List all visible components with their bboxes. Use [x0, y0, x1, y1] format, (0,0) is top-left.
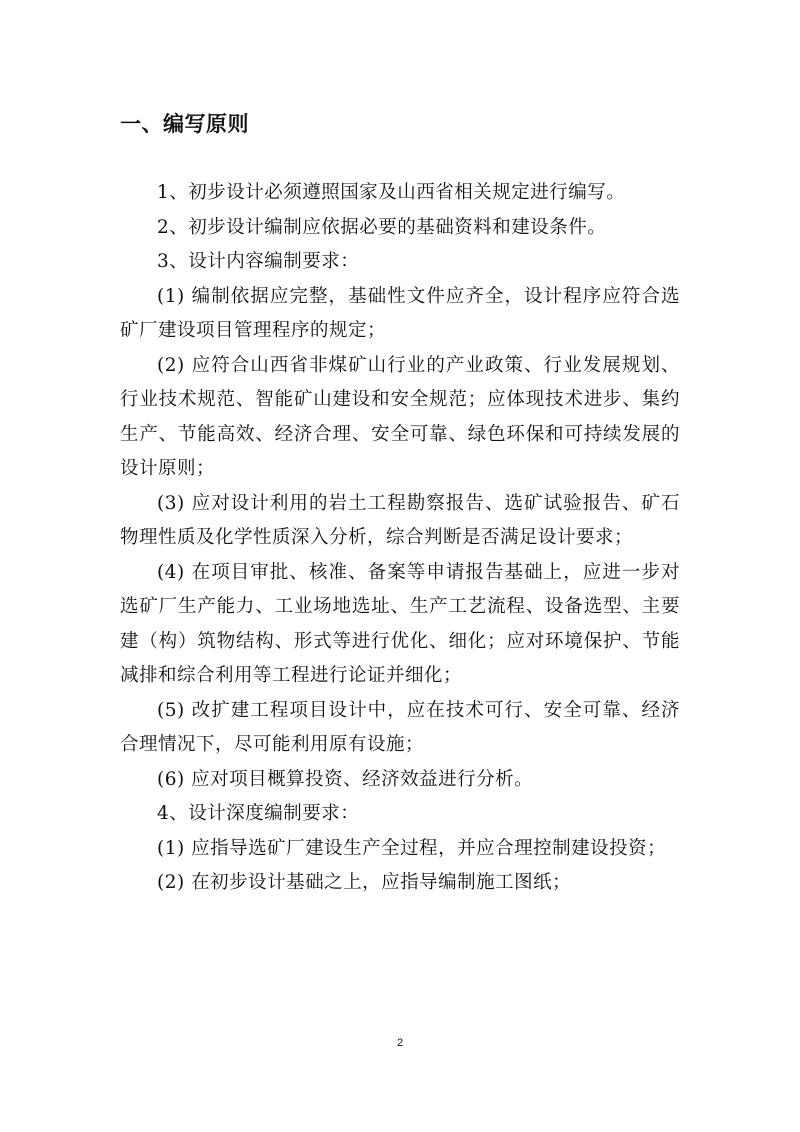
paragraph-item-3-4: (4) 在项目审批、核准、备案等申请报告基础上，应进一步对选矿厂生产能力、工业场地选址、生产工艺流程、设备选型、主要建（构）筑物结构、形式等进行优化、细化；应对环境保护、节能减排和综合利用等工程进行论证并细化； [120, 561, 680, 686]
paragraph-item-3-2: (2) 应符合山西省非煤矿山行业的产业政策、行业发展规划、行业技术规范、智能矿山建设和安全规范；应体现技术进步、集约生产、节能高效、经济合理、安全可靠、绿色环保和可持续发展的设计原则； [120, 354, 680, 479]
document-body [120, 176, 680, 901]
paragraph-item-3-3: (3) 应对设计利用的岩土工程勘察报告、选矿试验报告、矿石物理性质及化学性质深入分析，综合判断是否满足设计要求； [120, 492, 680, 548]
paragraph-item-4-1: (1) 应指导选矿厂建设生产全过程，并应合理控制建设投资； [157, 837, 667, 859]
paragraph-principle-1: 1、初步设计必须遵照国家及山西省相关规定进行编写。 [157, 182, 626, 203]
paragraph-item-3-5: (5) 改扩建工程项目设计中，应在技术可行、安全可靠、经济合理情况下，尽可能利用原有设施； [120, 699, 680, 755]
paragraph-item-4-2: (2) 在初步设计基础之上，应指导编制施工图纸； [157, 872, 572, 893]
section-heading: 一、编写原则 [120, 112, 249, 136]
paragraph-principle-2: 2、初步设计编制应依据必要的基础资料和建设条件。 [157, 216, 607, 238]
paragraph-principle-3: 3、设计内容编制要求： [157, 251, 360, 272]
paragraph-principle-4: 4、设计深度编制要求： [157, 803, 360, 824]
paragraph-item-3-1: (1) 编制依据应完整，基础性文件应齐全，设计程序应符合选矿厂建设项目管理程序的规定； [120, 285, 680, 341]
paragraph-item-3-6: (6) 应对项目概算投资、经济效益进行分析。 [157, 768, 534, 790]
page-number: 2 [396, 1037, 404, 1049]
